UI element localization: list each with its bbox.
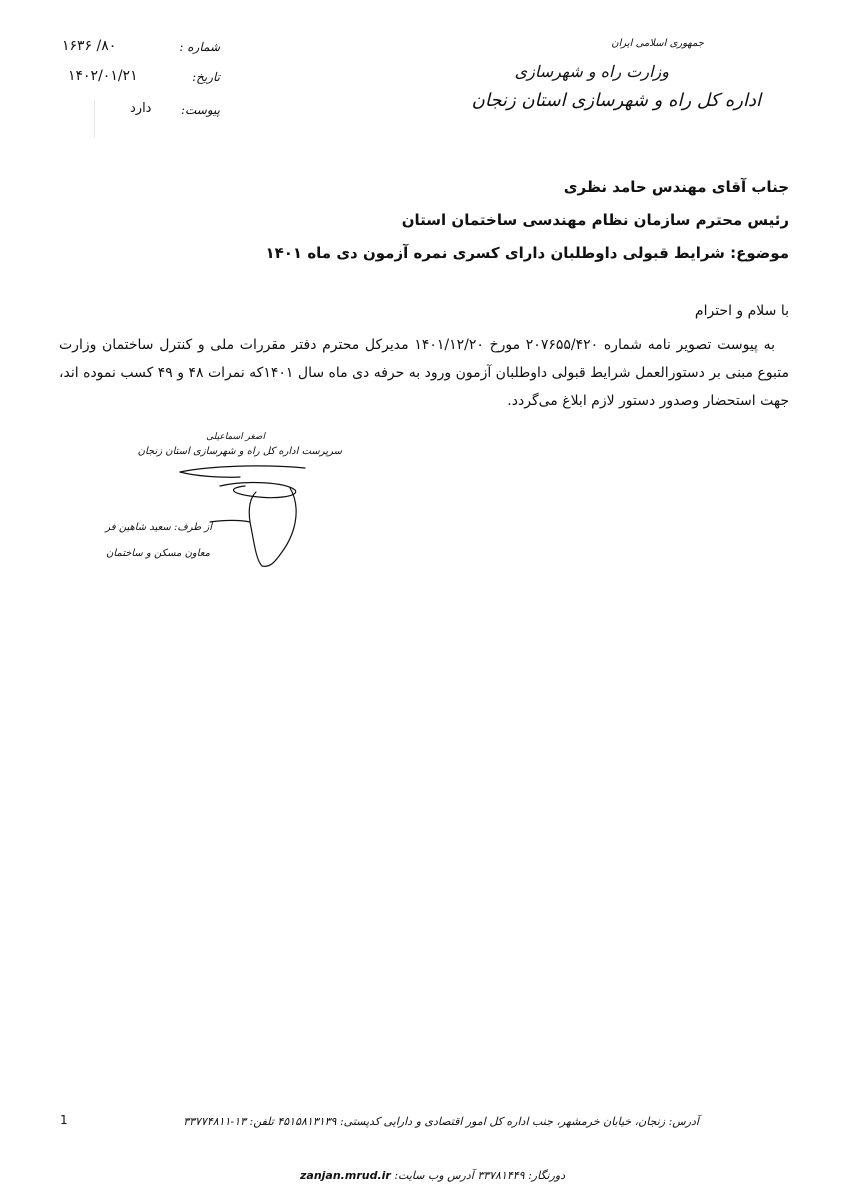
letter-number-label: شماره : [179,40,220,54]
letterhead-office: اداره کل راه و شهرسازی استان زنجان [471,90,761,111]
letter-attachment-label: پیوست: [180,103,220,117]
signature-block [105,430,360,580]
letter-date-label: تاریخ: [192,70,220,84]
signed-by-title: معاون مسکن و ساختمان [106,548,210,559]
letterhead-ministry: وزارت راه و شهرسازی [514,62,669,81]
letterhead-country: جمهوری اسلامی ایران [611,38,704,49]
meta-divider [94,100,95,138]
addressee-name: جناب آقای مهندس حامد نظری [563,178,789,196]
letter-body: به پیوست تصویر نامه شماره ۲۰۷۶۵۵/۴۲۰ مورخ ۱۴۰۱/۱۲/۲۰ مدیرکل محترم دفتر مقررات ملی و کنترل ساختمان وزارت متبوع مبنی بر دستورالعمل شرایط قبولی داوطلبان آزمون ورود به حرفه دی ماه سال ۱۴۰۱که نمرات ۴۸ و ۴۹ کسب نموده اند، جهت استحضار وصدور دستور لازم ابلاغ می‌گردد. [59,337,790,409]
signed-by: از طرف: سعید شاهین فر [105,522,212,533]
page-number: 1 [60,1113,68,1127]
signer-name: اصغر اسماعیلی [206,432,265,442]
letter-subject: موضوع: شرایط قبولی داوطلبان دارای کسری نمره آزمون دی ماه ۱۴۰۱ [265,244,789,262]
addressee-title: رئیس محترم سازمان نظام مهندسی ساختمان استان [401,211,789,229]
footer-contact [300,1169,565,1182]
letter-date-row [40,70,220,94]
letter-attachment-row [40,103,220,127]
website-link[interactable]: zanjan.mrud.ir [300,1169,391,1182]
letter-attachment-value: دارد [130,101,152,116]
signer-title: سرپرست اداره کل راه و شهرسازی استان زنجان [137,446,342,457]
salutation: با سلام و احترام [694,303,789,319]
letter-date-value: ۱۴۰۲/۰۱/۲۱ [68,68,138,84]
footer-address: آدرس: زنجان، خیابان خرمشهر، جنب اداره کل امور اقتصادی و دارایی کدپستی: ۴۵۱۵۸۱۳۱۳۹ تلفن: ۱۳-۳۳۷۷۴۸۱۱ [183,1115,699,1128]
letter-number-row [40,40,220,64]
letter-number-value: ۸۰/ ۱۶۳۶ [62,38,117,54]
footer-fax-label: دورنگار: ۳۳۷۸۱۴۴۹ آدرس وب سایت: [390,1169,566,1182]
